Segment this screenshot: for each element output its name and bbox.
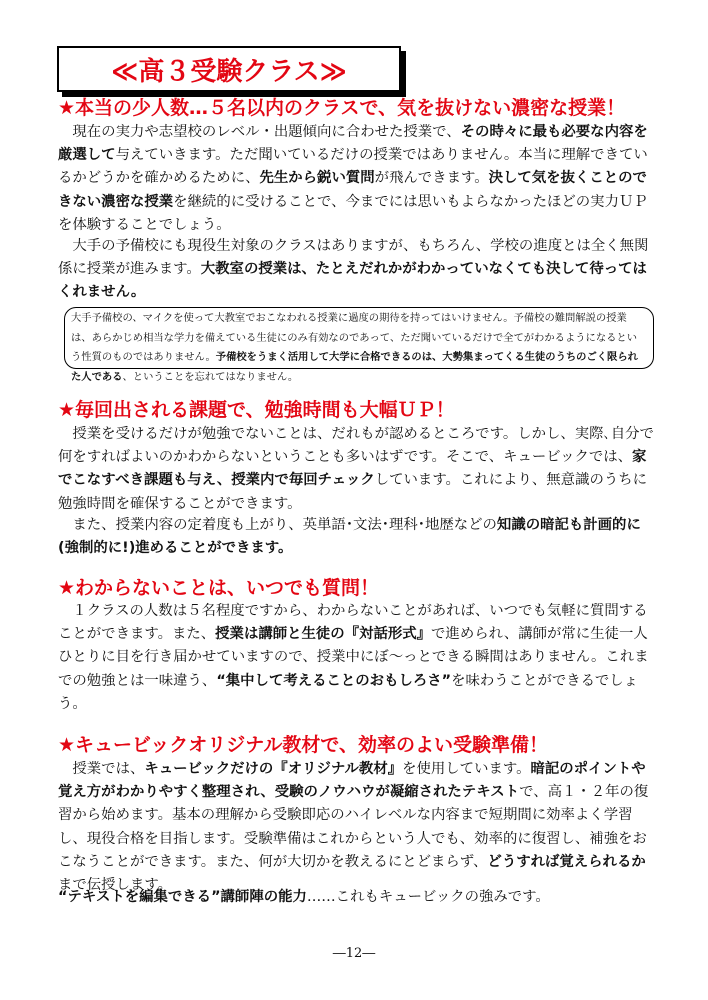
page-title: ≪高３受験クラス≫: [57, 46, 401, 92]
section1-paragraph1: 現在の実力や志望校のレベル・出題傾向に合わせた授業で、その時々に最も必要な内容を厳選して与えていきます。ただ聞いているだけの授業ではありません。本当に理解できているかどうかを確かめるために、先生から鋭い質問が飛んできます。決して気を抜くことのできない濃密な授業を継続的に受けることで、今までには思いもよらなかったほどの実力ＵＰを体験することでしょう。: [58, 124, 648, 233]
section2-paragraph2: また、授業内容の定着度も上がり、英単語･文法･理科･地歴などの知識の暗記も計画的に(強制的に!)進めることができます。: [58, 517, 641, 557]
section3-heading: ★わからないことは、いつでも質問！: [58, 577, 380, 599]
section3-paragraph: １クラスの人数は５名程度ですから、わからないことがあれば、いつでも気軽に質問することができます。また、授業は講師と生徒の『対話形式』で進められ、講師が常に生徒一人ひとりに目を行き届かせていますので、授業中にぼ～っとできる瞬間はありません。これまでの勉強とは一味違う、“集中して考えることのおもしろさ”を味わうことができるでしょう。: [58, 603, 649, 712]
section2-paragraph1: 授業を受けるだけが勉強でないことは、だれもが認めるところです。しかし、実際､自分で何をすればよいのかわからないということも多いはずです。そこで、キュービックでは、家でこなすべき課題も与え、授業内で毎回チェックしています。これにより、無意識のうちに勉強時間を確保することができます。: [58, 426, 654, 512]
section2-heading: ★毎回出される課題で、勉強時間も大幅ＵＰ！: [58, 399, 455, 421]
section4-paragraph1: 授業では、キュービックだけの『オリジナル教材』を使用しています。暗記のポイントや覚え方がわかりやすく整理され、受験のノウハウが凝縮されたテキストで、高１・２年の復習から始めます。基本の理解から受験即応のハイレベルな内容まで短期間に効率よく学習し、現役合格を目指します。受験準備はこれからという人でも、効率的に復習し、補強をおこなうことができます。また、何が大切かを教えるにとどまらず、どうすれば覚えられるかまで伝授します。: [58, 761, 649, 894]
section4-paragraph2: “テキストを編集できる”講師陣の能力……これもキュービックの強みです。: [58, 889, 550, 905]
section4-heading: ★キュービックオリジナル教材で、効率のよい受験準備！: [58, 734, 548, 756]
section1-paragraph2: 大手の予備校にも現役生対象のクラスはありますが、もちろん、学校の進度とは全く無関係に授業が進みます。大教室の授業は、たとえだれかがわかっていなくても決して待ってはくれません。: [58, 238, 649, 301]
note-box: 大手予備校の、マイクを使って大教室でおこなわれる授業に過度の期待を持ってはいけません。予備校の難問解説の授業は、あらかじめ相当な学力を備えている生徒にのみ有効なのであって、ただ聞いているだけで全てがわかるようになるという性質のものではありません。予備校をうまく活用して大学に合格できるのは、大勢集まってくる生徒のうちのごく限られた人である、ということを忘れてはなりません。: [64, 307, 654, 369]
section1-heading: ★本当の少人数…５名以内のクラスで、気を抜けない濃密な授業！: [58, 97, 626, 119]
page-number: ―12―: [332, 946, 376, 961]
